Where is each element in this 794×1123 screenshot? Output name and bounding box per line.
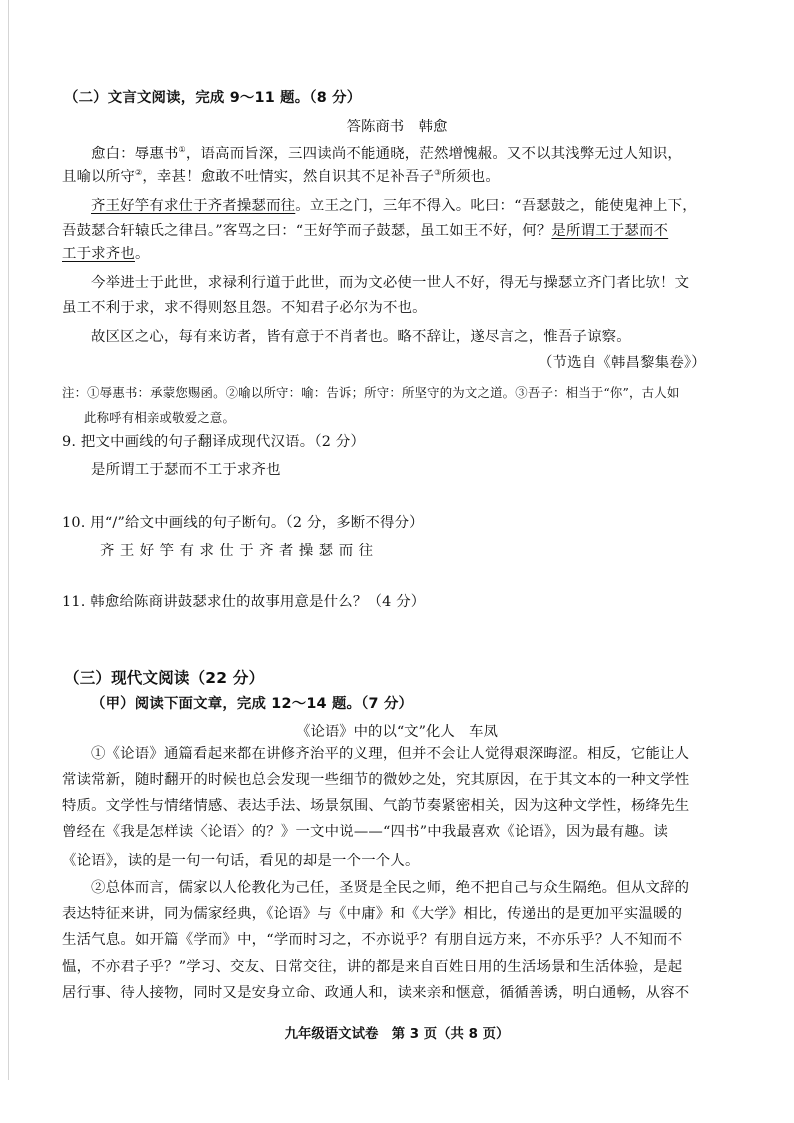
- passage-paragraph-2-line-3: 工于求齐也。: [62, 246, 150, 262]
- article-p2-line-5: 居行事、待人接物，同时又是安身立命、政通人和，读来亲和惬意，循循善诱，明白通畅，从容不: [62, 985, 690, 1001]
- question-10: 10. 用“/”给文中画线的句子断句。（2 分，多断不得分）: [62, 515, 424, 531]
- passage-paragraph-3-line-1: 今举进士于此世，求禄利行道于此世，而为文必使一世人不好，得无与操瑟立齐门者比欤！文: [91, 275, 690, 291]
- underlined-sentence-1: 齐王好竽有求仕于齐者操瑟而往: [91, 198, 296, 214]
- article-p2-line-1: ②总体而言，儒家以人伦教化为己任，圣贤是全民之师，绝不把自己与众生隔绝。但从文辞的: [91, 880, 690, 896]
- passage-source: （节选自《韩昌黎集卷》）: [538, 355, 706, 371]
- article-p1-line-5: 《论语》，读的是一句一句话，看见的却是一个一个人。: [62, 853, 420, 869]
- passage-paragraph-2-line-2: 吾鼓瑟合轩辕氏之律吕。”客骂之曰：“王好竽而子鼓瑟，虽工如王不好，何？是所谓工于瑟而不: [62, 223, 669, 239]
- passage-paragraph-2-line-1: 齐王好竽有求仕于齐者操瑟而往。立王之门，三年不得入。叱曰：“吾瑟鼓之，能使鬼神上下，: [91, 198, 697, 214]
- article-p2-line-4: 愠，不亦君子乎？”学习、交友、日常交往，讲的都是来自百姓日用的生活场景和生活体验，是起: [62, 959, 683, 975]
- article-p1-line-1: ①《论语》通篇看起来都在讲修齐治平的义理，但并不会让人觉得艰深晦涩。相反，它能让人: [91, 746, 690, 762]
- underlined-sentence-2b: 工于求齐也: [62, 246, 135, 262]
- underlined-sentence-2a: 是所谓工于瑟而不: [551, 223, 669, 239]
- article-p2-line-3: 生活气息。如开篇《学而》中，“学而时习之，不亦说乎？有朋自远方来，不亦乐乎？人不知而不: [62, 932, 683, 948]
- passage-paragraph-1-line-1: 愈白：辱惠书①，语高而旨深，三四读尚不能通晓，茫然增愧赧。又不以其浅弊无过人知识，: [91, 145, 683, 162]
- question-9: 9. 把文中画线的句子翻译成现代汉语。（2 分）: [62, 434, 366, 450]
- article-p1-line-3: 特质。文学性与情绪情感、表达手法、场景氛围、气韵节奏紧密相关，因为这种文学性，杨绛先生: [62, 798, 690, 814]
- section3-subheading: （甲）阅读下面文章，完成 12～14 题。（7 分）: [91, 696, 414, 712]
- page-footer: 九年级语文试卷 第 3 页（共 8 页）: [284, 1027, 510, 1042]
- section3-article-title: 《论语》中的以“文”化人 车凤: [296, 724, 498, 740]
- scan-edge-line: [8, 0, 9, 1080]
- passage-paragraph-1-line-2: 且喻以所守②，幸甚！愈敢不吐情实，然自识其不足补吾子③所须也。: [62, 168, 500, 185]
- question-10-sentence: 齐王好竽有求仕于齐者操瑟而往: [100, 543, 379, 559]
- section2-title: 答陈商书 韩愈: [346, 119, 448, 135]
- question-9-sentence: 是所谓工于瑟而不工于求齐也: [91, 462, 281, 478]
- article-p1-line-4: 曾经在《我是怎样读〈论语〉的？》一文中说——“四书”中我最喜欢《论语》，因为最有趣。读: [62, 824, 669, 840]
- article-p1-line-2: 常读常新，随时翻开的时候也总会发现一些细节的微妙之处，究其原因，在于其文本的一种文学性: [62, 772, 690, 788]
- section3-heading: （三）现代文阅读（22 分）: [64, 669, 265, 687]
- notes-line-2: 此称呼有相亲或敬爱之意。: [84, 410, 236, 425]
- passage-paragraph-3-line-2: 虽工不利于求，求不得则怒且怨。不知君子必尔为不也。: [62, 300, 427, 316]
- notes-line-1: 注：①辱惠书：承蒙您赐函。②喻以所守：喻：告诉；所守：所坚守的为文之道。③吾子：相当于“你”，古人如: [62, 385, 680, 400]
- passage-paragraph-4: 故区区之心，每有来访者，皆有意于不肖者也。略不辞让，遂尽言之，惟吾子谅察。: [91, 329, 631, 345]
- question-11: 11. 韩愈给陈商讲鼓瑟求仕的故事用意是什么？（4 分）: [62, 594, 426, 610]
- section2-heading: （二）文言文阅读，完成 9～11 题。（8 分）: [64, 90, 362, 106]
- article-p2-line-2: 表达特征来讲，同为儒家经典，《论语》与《中庸》和《大学》相比，传递出的是更加平实温暖的: [62, 906, 683, 922]
